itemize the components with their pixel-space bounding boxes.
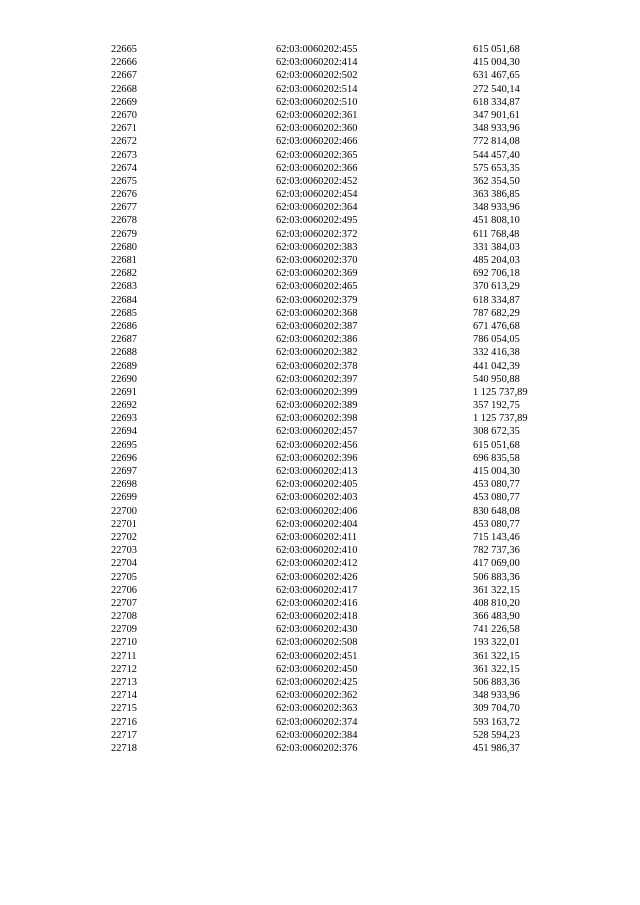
cadastral-value: 631 467,65 xyxy=(473,70,520,82)
row-number: 22682 xyxy=(111,268,137,280)
row-number: 22705 xyxy=(111,571,137,583)
row-number: 22693 xyxy=(111,413,137,425)
table-row xyxy=(0,636,640,649)
cadastral-number: 62:03:0060202:457 xyxy=(276,426,358,438)
table-row xyxy=(0,135,640,148)
table-row xyxy=(0,201,640,214)
table-row xyxy=(0,175,640,188)
cadastral-number: 62:03:0060202:405 xyxy=(276,479,358,491)
cadastral-number: 62:03:0060202:410 xyxy=(276,545,358,557)
row-number: 22675 xyxy=(111,175,137,187)
table-row xyxy=(0,623,640,636)
cadastral-number: 62:03:0060202:413 xyxy=(276,466,358,477)
table-row xyxy=(0,518,640,531)
table-row xyxy=(0,386,640,399)
cadastral-value: 348 933,96 xyxy=(473,202,520,214)
cadastral-value: 615 051,68 xyxy=(473,44,520,55)
cadastral-number: 62:03:0060202:455 xyxy=(276,44,358,55)
cadastral-number: 62:03:0060202:360 xyxy=(276,123,358,135)
row-number: 22717 xyxy=(111,729,137,741)
row-number: 22681 xyxy=(111,255,137,266)
row-number: 22708 xyxy=(111,611,137,623)
cadastral-value: 451 808,10 xyxy=(473,215,520,227)
cadastral-value: 611 768,48 xyxy=(473,228,520,240)
cadastral-value: 366 483,90 xyxy=(473,611,520,623)
row-number: 22676 xyxy=(111,189,137,201)
row-number: 22673 xyxy=(111,149,137,161)
cadastral-number: 62:03:0060202:383 xyxy=(276,241,358,253)
table-row xyxy=(0,43,640,56)
cadastral-value: 309 704,70 xyxy=(473,703,520,715)
cadastral-value: 528 594,23 xyxy=(473,729,520,741)
cadastral-value: 696 835,58 xyxy=(473,452,520,464)
cadastral-number: 62:03:0060202:466 xyxy=(276,136,358,148)
cadastral-number: 62:03:0060202:365 xyxy=(276,149,358,161)
table-row xyxy=(0,373,640,386)
cadastral-value: 1 125 737,89 xyxy=(473,386,528,398)
cadastral-number: 62:03:0060202:411 xyxy=(276,531,358,543)
cadastral-number: 62:03:0060202:382 xyxy=(276,347,358,359)
cadastral-value: 348 933,96 xyxy=(473,690,520,702)
cadastral-value: 308 672,35 xyxy=(473,426,520,438)
cadastral-value: 272 540,14 xyxy=(473,83,520,95)
table-row xyxy=(0,228,640,241)
row-number: 22687 xyxy=(111,334,137,346)
row-number: 22707 xyxy=(111,597,137,609)
table-row xyxy=(0,399,640,412)
row-number: 22668 xyxy=(111,83,137,95)
table-row xyxy=(0,478,640,491)
cadastral-number: 62:03:0060202:425 xyxy=(276,677,358,688)
cadastral-number: 62:03:0060202:450 xyxy=(276,663,358,675)
row-number: 22696 xyxy=(111,452,137,464)
cadastral-number: 62:03:0060202:368 xyxy=(276,307,358,319)
cadastral-number: 62:03:0060202:412 xyxy=(276,558,358,570)
row-number: 22688 xyxy=(111,347,137,359)
cadastral-value: 671 476,68 xyxy=(473,320,520,332)
cadastral-value: 453 080,77 xyxy=(473,492,520,504)
table-row xyxy=(0,584,640,597)
cadastral-number: 62:03:0060202:398 xyxy=(276,413,358,425)
cadastral-number: 62:03:0060202:418 xyxy=(276,611,358,623)
cadastral-number: 62:03:0060202:364 xyxy=(276,202,358,214)
row-number: 22713 xyxy=(111,677,137,688)
row-number: 22691 xyxy=(111,386,137,398)
table-row xyxy=(0,333,640,346)
row-number: 22709 xyxy=(111,624,137,636)
cadastral-number: 62:03:0060202:396 xyxy=(276,452,358,464)
cadastral-number: 62:03:0060202:502 xyxy=(276,70,358,82)
table-row xyxy=(0,267,640,280)
row-number: 22671 xyxy=(111,123,137,135)
table-row xyxy=(0,531,640,544)
cadastral-number: 62:03:0060202:384 xyxy=(276,729,358,741)
cadastral-number: 62:03:0060202:366 xyxy=(276,162,358,174)
row-number: 22703 xyxy=(111,545,137,557)
table-row xyxy=(0,320,640,333)
row-number: 22683 xyxy=(111,281,137,293)
table-row xyxy=(0,122,640,135)
cadastral-number: 62:03:0060202:361 xyxy=(276,109,358,121)
cadastral-number: 62:03:0060202:386 xyxy=(276,334,358,346)
cadastral-value: 441 042,39 xyxy=(473,360,520,372)
row-number: 22718 xyxy=(111,742,137,754)
table-row xyxy=(0,650,640,663)
cadastral-number: 62:03:0060202:389 xyxy=(276,400,358,412)
cadastral-value: 830 648,08 xyxy=(473,505,520,517)
cadastral-number: 62:03:0060202:416 xyxy=(276,597,358,609)
row-number: 22697 xyxy=(111,466,137,477)
cadastral-number: 62:03:0060202:372 xyxy=(276,228,358,240)
cadastral-number: 62:03:0060202:374 xyxy=(276,716,358,728)
table-row xyxy=(0,702,640,715)
cadastral-number: 62:03:0060202:362 xyxy=(276,690,358,702)
cadastral-value: 408 810,20 xyxy=(473,597,520,609)
cadastral-number: 62:03:0060202:454 xyxy=(276,189,358,201)
row-number: 22711 xyxy=(111,650,137,662)
table-row xyxy=(0,465,640,478)
cadastral-value: 618 334,87 xyxy=(473,96,520,108)
row-number: 22678 xyxy=(111,215,137,227)
cadastral-value: 782 737,36 xyxy=(473,545,520,557)
cadastral-number: 62:03:0060202:363 xyxy=(276,703,358,715)
row-number: 22686 xyxy=(111,320,137,332)
cadastral-value: 193 322,01 xyxy=(473,637,520,649)
cadastral-number: 62:03:0060202:451 xyxy=(276,650,358,662)
row-number: 22669 xyxy=(111,96,137,108)
table-row xyxy=(0,505,640,518)
cadastral-number: 62:03:0060202:452 xyxy=(276,175,358,187)
table-row xyxy=(0,412,640,425)
cadastral-value: 361 322,15 xyxy=(473,584,520,596)
table-row xyxy=(0,280,640,293)
row-number: 22670 xyxy=(111,109,137,121)
table-row xyxy=(0,69,640,82)
table-row xyxy=(0,716,640,729)
row-number: 22702 xyxy=(111,531,137,543)
cadastral-value: 506 883,36 xyxy=(473,677,520,688)
row-number: 22666 xyxy=(111,57,137,69)
row-number: 22710 xyxy=(111,637,137,649)
cadastral-value: 348 933,96 xyxy=(473,123,520,135)
row-number: 22672 xyxy=(111,136,137,148)
cadastral-value: 347 901,61 xyxy=(473,109,520,121)
table-row xyxy=(0,149,640,162)
row-number: 22715 xyxy=(111,703,137,715)
cadastral-number: 62:03:0060202:495 xyxy=(276,215,358,227)
row-number: 22706 xyxy=(111,584,137,596)
table-row xyxy=(0,83,640,96)
table-row xyxy=(0,689,640,702)
cadastral-value: 362 354,50 xyxy=(473,175,520,187)
cadastral-number: 62:03:0060202:456 xyxy=(276,439,358,451)
cadastral-value: 485 204,03 xyxy=(473,255,520,266)
cadastral-value: 692 706,18 xyxy=(473,268,520,280)
cadastral-number: 62:03:0060202:406 xyxy=(276,505,358,517)
row-number: 22684 xyxy=(111,294,137,306)
cadastral-number: 62:03:0060202:426 xyxy=(276,571,358,583)
row-number: 22667 xyxy=(111,70,137,82)
table-row xyxy=(0,254,640,267)
table-row xyxy=(0,294,640,307)
row-number: 22714 xyxy=(111,690,137,702)
cadastral-value: 357 192,75 xyxy=(473,400,520,412)
table-row xyxy=(0,346,640,359)
row-number: 22692 xyxy=(111,400,137,412)
table-row xyxy=(0,109,640,122)
cadastral-value: 361 322,15 xyxy=(473,650,520,662)
row-number: 22677 xyxy=(111,202,137,214)
row-number: 22704 xyxy=(111,558,137,570)
row-number: 22689 xyxy=(111,360,137,372)
row-number: 22685 xyxy=(111,307,137,319)
cadastral-number: 62:03:0060202:514 xyxy=(276,83,358,95)
table-row xyxy=(0,571,640,584)
table-row xyxy=(0,544,640,557)
row-number: 22701 xyxy=(111,518,137,530)
cadastral-number: 62:03:0060202:387 xyxy=(276,320,358,332)
table-row xyxy=(0,241,640,254)
cadastral-number: 62:03:0060202:378 xyxy=(276,360,358,372)
table-row xyxy=(0,597,640,610)
cadastral-number: 62:03:0060202:369 xyxy=(276,268,358,280)
table-row xyxy=(0,425,640,438)
row-number: 22679 xyxy=(111,228,137,240)
row-number: 22694 xyxy=(111,426,137,438)
cadastral-value: 363 386,85 xyxy=(473,189,520,201)
cadastral-value: 332 416,38 xyxy=(473,347,520,359)
cadastral-number: 62:03:0060202:417 xyxy=(276,584,358,596)
row-number: 22680 xyxy=(111,241,137,253)
cadastral-number: 62:03:0060202:404 xyxy=(276,518,358,530)
table-row xyxy=(0,676,640,689)
row-number: 22690 xyxy=(111,373,137,385)
table-row xyxy=(0,491,640,504)
cadastral-number: 62:03:0060202:379 xyxy=(276,294,358,306)
cadastral-value: 540 950,88 xyxy=(473,373,520,385)
cadastral-value: 331 384,03 xyxy=(473,241,520,253)
cadastral-number: 62:03:0060202:370 xyxy=(276,255,358,266)
row-number: 22700 xyxy=(111,505,137,517)
cadastral-value: 361 322,15 xyxy=(473,663,520,675)
table-row xyxy=(0,162,640,175)
cadastral-value: 370 613,29 xyxy=(473,281,520,293)
cadastral-value-table xyxy=(0,43,640,755)
cadastral-value: 618 334,87 xyxy=(473,294,520,306)
row-number: 22712 xyxy=(111,663,137,675)
cadastral-number: 62:03:0060202:414 xyxy=(276,57,358,69)
table-row xyxy=(0,214,640,227)
cadastral-value: 715 143,46 xyxy=(473,531,520,543)
cadastral-value: 787 682,29 xyxy=(473,307,520,319)
cadastral-value: 417 069,00 xyxy=(473,558,520,570)
cadastral-value: 544 457,40 xyxy=(473,149,520,161)
cadastral-value: 741 226,58 xyxy=(473,624,520,636)
table-row xyxy=(0,56,640,69)
table-row xyxy=(0,360,640,373)
cadastral-number: 62:03:0060202:399 xyxy=(276,386,358,398)
row-number: 22665 xyxy=(111,44,137,55)
row-number: 22699 xyxy=(111,492,137,504)
table-row xyxy=(0,96,640,109)
cadastral-value: 451 986,37 xyxy=(473,742,520,754)
cadastral-value: 453 080,77 xyxy=(473,518,520,530)
table-row xyxy=(0,452,640,465)
cadastral-value: 1 125 737,89 xyxy=(473,413,528,425)
row-number: 22716 xyxy=(111,716,137,728)
row-number: 22674 xyxy=(111,162,137,174)
cadastral-value: 786 054,05 xyxy=(473,334,520,346)
cadastral-number: 62:03:0060202:397 xyxy=(276,373,358,385)
cadastral-number: 62:03:0060202:465 xyxy=(276,281,358,293)
cadastral-value: 575 653,35 xyxy=(473,162,520,174)
cadastral-number: 62:03:0060202:430 xyxy=(276,624,358,636)
table-row xyxy=(0,663,640,676)
table-row xyxy=(0,729,640,742)
cadastral-value: 415 004,30 xyxy=(473,57,520,69)
cadastral-number: 62:03:0060202:376 xyxy=(276,742,358,754)
table-row xyxy=(0,188,640,201)
cadastral-value: 415 004,30 xyxy=(473,466,520,477)
cadastral-number: 62:03:0060202:510 xyxy=(276,96,358,108)
cadastral-value: 453 080,77 xyxy=(473,479,520,491)
table-row xyxy=(0,307,640,320)
table-row xyxy=(0,557,640,570)
cadastral-value: 615 051,68 xyxy=(473,439,520,451)
table-row xyxy=(0,742,640,755)
cadastral-value: 772 814,08 xyxy=(473,136,520,148)
cadastral-number: 62:03:0060202:403 xyxy=(276,492,358,504)
row-number: 22698 xyxy=(111,479,137,491)
cadastral-number: 62:03:0060202:508 xyxy=(276,637,358,649)
table-row xyxy=(0,439,640,452)
cadastral-value: 593 163,72 xyxy=(473,716,520,728)
table-row xyxy=(0,610,640,623)
cadastral-value: 506 883,36 xyxy=(473,571,520,583)
row-number: 22695 xyxy=(111,439,137,451)
